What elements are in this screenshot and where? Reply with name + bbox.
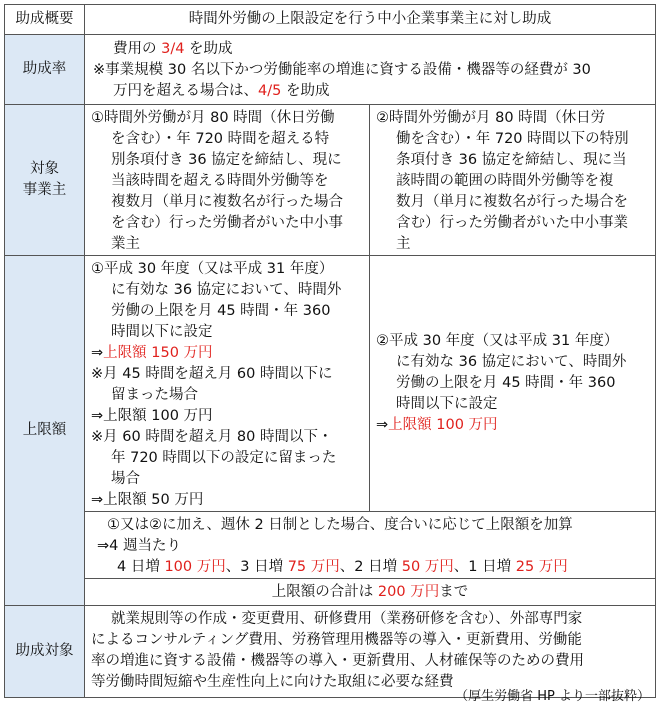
target-col1: ①時間外労働が月 80 時間（休日労働 を含む）・年 720 時間を超える特 別条項付き 36 協定を締結し、現に 当該時間を超える時間外労働等を 複数月（単月に複数名が行った場合 を含む）行った労働者がいた中小事 業主 xyxy=(85,105,370,256)
limit-total: 上限額の合計は 200 万円まで xyxy=(85,579,656,606)
limit-label: 上限額 xyxy=(5,256,85,606)
covered-content: 就業規則等の作成・変更費用、研修費用（業務研修を含む）、外部専門家 によるコンサルティング費用、労務管理用機器等の導入・更新費用、労働能 率の増進に資する設備・機器等の導入・更新費用、人材確保等のための費用 等労働時間短縮や生産性向上に向けた取組に必要な経費 xyxy=(85,606,656,698)
limit-amount-150: 上限額 150 万円 xyxy=(103,345,213,361)
target-label: 対象 事業主 xyxy=(5,105,85,256)
overview-text: 時間外労働の上限設定を行う中小企業事業主に対し助成 xyxy=(85,5,656,35)
limit-amount-100: 上限額 100 万円 xyxy=(388,417,498,433)
subsidy-summary-table xyxy=(4,4,656,698)
limit-bonus: ①又は②に加え、週休 2 日制とした場合、度合いに応じて上限額を加算 ⇒4 週当たり 4 日増 100 万円、3 日増 75 万円、2 日増 50 万円、1 日増 25 万円 xyxy=(85,512,656,579)
rate-label: 助成率 xyxy=(5,35,85,105)
covered-label: 助成対象 xyxy=(5,606,85,698)
target-col2: ②時間外労働が月 80 時間（休日労 働を含む）・年 720 時間以下の特別 条項付き 36 協定を締結し、現に当 該時間の範囲の時間外労働等を複 数月（単月に複数名が行った場合を 含む）行った労働者がいた中小事業 主 xyxy=(370,105,656,256)
overview-label: 助成概要 xyxy=(5,5,85,35)
limit-col2: ②平成 30 年度（又は平成 31 年度） に有効な 36 協定において、時間外 労働の上限を月 45 時間・年 360 時間以下に設定 ⇒上限額 100 万円 xyxy=(370,256,656,512)
source-note: （厚生労働省 HP より一部抜粋） xyxy=(455,689,650,704)
rate-content: 費用の 3/4 を助成 ※事業規模 30 名以下かつ労働能率の増進に資する設備・機器等の経費が 30 万円を超える場合は、4/5 を助成 xyxy=(85,35,656,105)
limit-col1: ①平成 30 年度（又は平成 31 年度） に有効な 36 協定において、時間外 労働の上限を月 45 時間・年 360 時間以下に設定 ⇒上限額 150 万円 ※月 45 時間を超え月 60 時間以下に 留まった場合 ⇒上限額 100 万円 ※月 60 時間を超え月 80 時間以下・ 年 720 時間以下の設定に留まった 場合 ⇒上限額 50 万円 xyxy=(85,256,370,512)
bonus-items: 4 日増 100 万円、3 日増 75 万円、2 日増 50 万円、1 日増 25 万円 xyxy=(117,559,568,575)
